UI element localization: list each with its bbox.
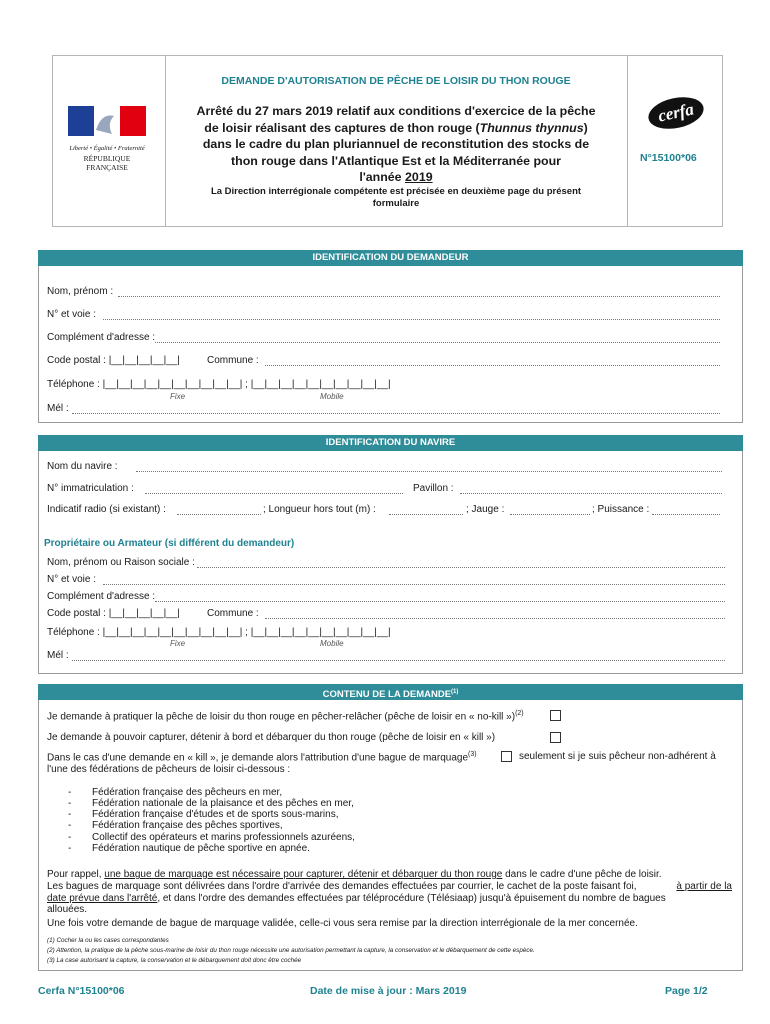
footer-cerfa: Cerfa N°15100*06 xyxy=(38,985,125,997)
option-bague-label: Dans le cas d'une demande en « kill », je demande alors l'attribution d'une bague de marquage$^{(3)}$ xyxy=(47,751,477,764)
field-pavillon[interactable] xyxy=(460,493,722,494)
footer-page: Page 1/2 xyxy=(665,985,708,997)
label-fixe-proprietaire: Fixe xyxy=(170,639,186,648)
arrete-line-5: l'année 2019 xyxy=(359,170,433,184)
label-nom-navire: Nom du navire : xyxy=(47,461,118,472)
label-mel-proprietaire: Mél : xyxy=(47,650,69,661)
label-complement: Complément d'adresse : xyxy=(47,332,156,343)
option-kill-label: Je demande à pouvoir capturer, détenir à bord et débarquer du thon rouge (pêche de loisir en « kill ») xyxy=(47,732,496,743)
label-indicatif: Indicatif radio (si existant) : xyxy=(47,504,166,515)
field-voie-proprietaire[interactable] xyxy=(103,584,725,585)
species-name: Thunnus thynnus xyxy=(479,120,584,135)
arrete-line-2: de loisir réalisant des captures de thon rouge (Thunnus thynnus) xyxy=(204,120,588,135)
footnote-1: (1) Cocher la ou les cases correspondantes xyxy=(47,937,169,944)
label-commune-proprietaire: Commune : xyxy=(207,608,259,619)
field-mel[interactable] xyxy=(72,413,720,414)
label-mobile-proprietaire: Mobile xyxy=(320,639,344,648)
checkbox-bague[interactable] xyxy=(501,751,512,762)
field-voie[interactable] xyxy=(103,319,720,320)
field-telephone-proprietaire[interactable]: Téléphone : |__|__|__|__|__|__|__|__|__|__| ; |__|__|__|__|__|__|__|__|__|__| xyxy=(47,627,391,638)
label-pavillon: Pavillon : xyxy=(413,483,454,494)
label-raison-sociale: Nom, prénom ou Raison sociale : xyxy=(47,557,195,568)
field-raison-sociale[interactable] xyxy=(197,567,725,568)
field-indicatif[interactable] xyxy=(177,514,261,515)
label-mobile: Mobile xyxy=(320,392,344,401)
label-voie-proprietaire: N° et voie : xyxy=(47,574,97,585)
field-complement[interactable] xyxy=(155,342,720,343)
field-nom-navire[interactable] xyxy=(136,471,722,472)
bagues-text: Les bagues de marquage sont délivrées dans l'ordre d'arrivée des demandes effectuées par courrier, le cachet de la poste faisant foi, à partir de la date prévue dans l'arrêté, et dans l'ordre des demandes effectuées par téléprocédure (Télésiaap) jusqu'à épuisement du nombre de bagues allouées. xyxy=(47,881,732,915)
field-commune-proprietaire[interactable] xyxy=(265,618,725,619)
cerfa-number: N°15100*06 xyxy=(640,152,697,164)
form-title: DEMANDE D'AUTORISATION DE PÊCHE DE LOISIR DU THON ROUGE xyxy=(221,75,571,87)
label-commune: Commune : xyxy=(207,355,259,366)
section-bar-navire: IDENTIFICATION DU NAVIRE xyxy=(38,435,743,451)
republic-name: RÉPUBLIQUE FRANÇAISE xyxy=(83,154,131,172)
label-voie: N° et voie : xyxy=(47,309,97,320)
field-nom[interactable] xyxy=(118,296,720,297)
field-complement-proprietaire[interactable] xyxy=(155,601,725,602)
option-no-kill-label: Je demande à pratiquer la pêche de loisir du thon rouge en pêcher-relâcher (pêche de loisir en « no-kill »)$^{(2)}$ xyxy=(47,710,524,723)
label-puissance: ; Puissance : xyxy=(592,504,650,515)
label-jauge: ; Jauge : xyxy=(466,504,505,515)
label-complement-proprietaire: Complément d'adresse : xyxy=(47,591,156,602)
label-fixe: Fixe xyxy=(170,392,186,401)
section-bar-demandeur: IDENTIFICATION DU DEMANDEUR xyxy=(38,250,743,266)
field-longueur[interactable] xyxy=(389,514,463,515)
option-bague-condition: seulement si je suis pêcheur non-adhérent à xyxy=(519,751,716,762)
section-bar-demande: CONTENU DE LA DEMANDE$^{(1)}$ xyxy=(38,684,743,700)
field-code-postal-proprietaire[interactable]: Code postal : |__|__|__|__|__| xyxy=(47,608,180,619)
field-telephone[interactable]: Téléphone : |__|__|__|__|__|__|__|__|__|__| ; |__|__|__|__|__|__|__|__|__|__| xyxy=(47,379,391,390)
label-longueur: ; Longueur hors tout (m) : xyxy=(263,504,376,515)
checkbox-no-kill[interactable] xyxy=(550,710,561,721)
field-jauge[interactable] xyxy=(510,514,590,515)
field-mel-proprietaire[interactable] xyxy=(72,660,725,661)
field-commune[interactable] xyxy=(265,365,720,366)
arrete-block xyxy=(165,103,627,186)
label-mel: Mél : xyxy=(47,403,69,414)
tricolor-flag-icon xyxy=(62,100,152,142)
section-demandeur xyxy=(38,266,743,423)
footer-date: Date de mise à jour : Mars 2019 xyxy=(310,985,467,997)
label-nom: Nom, prénom : xyxy=(47,286,114,297)
label-immatriculation: N° immatriculation : xyxy=(47,483,134,494)
footnote-3: (3) La case autorisant la capture, la conservation et le débarquement doit donc être cochée xyxy=(47,957,302,964)
validee-text: Une fois votre demande de bague de marquage validée, celle-ci vous sera remise par la direction interrégionale de la mer concernée. xyxy=(47,918,638,929)
footnote-2: (2) Attention, la pratique de la pêche sous-marine de loisir du thon rouge nécessite une autorisation permettant la capture, la conservation et le débarquement de cette espèce. xyxy=(47,947,535,954)
option-bague-condition-2: l'une des fédérations de pêcheurs de loisir ci-dessous : xyxy=(47,764,291,775)
cerfa-logo: cerfa xyxy=(645,93,706,134)
direction-note: La Direction interrégionale compétente est précisée en deuxième page du présent formulaire xyxy=(210,186,582,209)
republic-motto: Liberté • Égalité • Fraternité xyxy=(69,145,145,152)
field-puissance[interactable] xyxy=(652,514,720,515)
proprietaire-title: Propriétaire ou Armateur (si différent du demandeur) xyxy=(44,538,295,549)
rappel-text: Pour rappel, une bague de marquage est nécessaire pour capturer, détenir et débarquer du thon rouge dans le cadre d'une pêche de loisir. xyxy=(47,869,662,880)
marianne-logo xyxy=(62,100,152,170)
checkbox-kill[interactable] xyxy=(550,732,561,743)
arrete-line-3: dans le cadre du plan pluriannuel de reconstitution des stocks de xyxy=(202,137,590,151)
footnotes xyxy=(47,936,535,966)
arrete-line-1: Arrêté du 27 mars 2019 relatif aux conditions d'exercice de la pêche xyxy=(196,104,596,118)
field-immatriculation[interactable] xyxy=(145,493,403,494)
arrete-year: 2019 xyxy=(405,170,433,184)
field-code-postal[interactable]: Code postal : |__|__|__|__|__| xyxy=(47,355,180,366)
arrete-line-4: thon rouge dans l'Atlantique Est et la Méditerranée pour xyxy=(231,153,561,168)
